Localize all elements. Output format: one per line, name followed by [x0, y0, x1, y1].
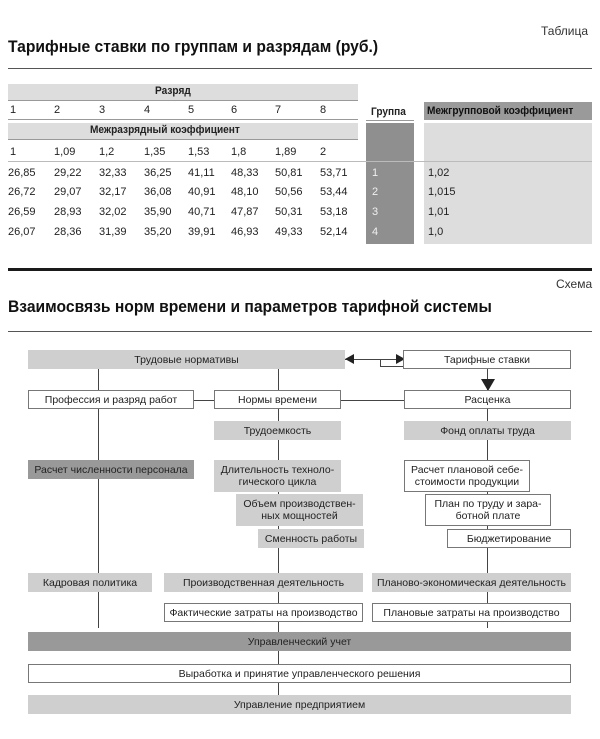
intergroup-cell: 1,01	[428, 206, 450, 218]
rate-cell: 28,93	[54, 206, 82, 218]
rate-cell: 50,81	[275, 167, 303, 179]
rate-cell: 26,85	[8, 167, 36, 179]
group-cell: 4	[372, 226, 379, 238]
rate-cell: 32,33	[99, 167, 127, 179]
rate-cell: 39,91	[188, 226, 216, 238]
coef-cell: 1	[10, 146, 17, 158]
rank-cell: 8	[320, 104, 327, 116]
hr-policy-box: Кадровая политика	[28, 573, 152, 592]
coef-cell: 2	[320, 146, 327, 158]
wage-fund-box: Фонд оплаты труда	[404, 421, 571, 440]
rate-cell: 35,20	[144, 226, 172, 238]
coef-cell: 1,2	[99, 146, 115, 158]
intergroup-cell: 1,015	[428, 186, 456, 198]
rate-cell: 52,14	[320, 226, 348, 238]
table-title: Тарифные ставки по группам и разрядам (руб.)	[8, 37, 379, 56]
management-box: Управление предприятием	[28, 695, 571, 714]
rank-cell: 7	[275, 104, 282, 116]
coef-cell: 1,35	[144, 146, 166, 158]
cost-calc-box: Расчет плановой себе- стоимости продукции	[404, 460, 530, 492]
labor-intensity-box: Трудоемкость	[214, 421, 341, 440]
rate-cell: 28,36	[54, 226, 82, 238]
tariff-rates-box: Тарифные ставки	[403, 350, 571, 369]
table-top-rule	[8, 68, 592, 69]
rate-cell: 53,18	[320, 206, 348, 218]
group-cell: 1	[372, 167, 379, 179]
scheme-caption: Схема	[556, 277, 593, 291]
planned-costs-box: Плановые затраты на производство	[372, 603, 571, 622]
rate-cell: 26,07	[8, 226, 36, 238]
time-norms-box: Нормы времени	[214, 390, 341, 409]
rank-cell: 1	[10, 104, 17, 116]
group-cell: 2	[372, 186, 379, 198]
rank-header: Разряд	[155, 85, 191, 97]
profession-box: Профессия и разряд работ	[28, 390, 194, 409]
connector-line	[341, 400, 404, 401]
rate-cell: 41,11	[188, 167, 215, 179]
group-header: Группа	[371, 106, 406, 118]
intergroup-cell: 1,02	[428, 167, 450, 179]
budgeting-box: Бюджетирование	[447, 529, 571, 548]
coef-cell: 1,8	[231, 146, 247, 158]
group-cell: 3	[372, 206, 379, 218]
rate-cell: 48,10	[231, 186, 259, 198]
rank-cell: 3	[99, 104, 106, 116]
rate-cell: 29,22	[54, 167, 82, 179]
row-divider	[8, 161, 592, 162]
group-header-line	[366, 120, 414, 121]
rate-cell: 26,59	[8, 206, 36, 218]
rate-cell: 31,39	[99, 226, 127, 238]
intergroup-cell: 1,0	[428, 226, 444, 238]
rank-row-line	[8, 119, 358, 120]
rank-cell: 2	[54, 104, 61, 116]
rate-cell: 46,93	[231, 226, 259, 238]
rank-cell: 6	[231, 104, 238, 116]
coef-cell: 1,89	[275, 146, 297, 158]
rate-cell: 36,08	[144, 186, 172, 198]
connector-line	[194, 400, 214, 401]
actual-costs-box: Фактические затраты на производство	[164, 603, 363, 622]
rank-cell: 4	[144, 104, 151, 116]
rate-cell: 50,31	[275, 206, 303, 218]
rate-cell: 49,33	[275, 226, 303, 238]
labor-norms-box: Трудовые нормативы	[28, 350, 345, 369]
rate-cell: 53,71	[320, 167, 348, 179]
rate-cell: 50,56	[275, 186, 303, 198]
coef-header: Межразрядный коэффициент	[90, 124, 240, 136]
rate-cell: 53,44	[320, 186, 348, 198]
capacity-box: Объем производствен- ных мощностей	[236, 494, 363, 526]
bidirectional-arrow-icon	[340, 352, 410, 366]
section-divider	[8, 268, 592, 271]
table-caption: Таблица	[541, 24, 589, 38]
production-box: Производственная деятельность	[164, 573, 363, 592]
rate-cell: 32,17	[99, 186, 127, 198]
intergroup-header: Межгрупповой коэффициент	[427, 105, 574, 117]
rate-cell: 29,07	[54, 186, 82, 198]
cycle-duration-box: Длительность техноло- гического цикла	[214, 460, 341, 492]
rate-cell: 47,87	[231, 206, 259, 218]
accounting-box: Управленческий учет	[28, 632, 571, 651]
rate-cell: 32,02	[99, 206, 127, 218]
coef-cell: 1,09	[54, 146, 76, 158]
decision-box: Выработка и принятие управленческого решения	[28, 664, 571, 683]
scheme-title: Взаимосвязь норм времени и параметров тарифной системы	[8, 297, 492, 316]
rate-cell: 35,90	[144, 206, 172, 218]
intergroup-column-band	[424, 123, 592, 244]
headcount-box: Расчет численности персонала	[28, 460, 194, 479]
rate-cell: 48,33	[231, 167, 259, 179]
planning-box: Планово-экономическая деятельность	[372, 573, 571, 592]
piece-rate-box: Расценка	[404, 390, 571, 409]
shift-box: Сменность работы	[258, 529, 364, 548]
rank-cell: 5	[188, 104, 195, 116]
rank-header-line	[8, 100, 358, 101]
rate-cell: 40,91	[188, 186, 216, 198]
coef-cell: 1,53	[188, 146, 210, 158]
rate-cell: 40,71	[188, 206, 216, 218]
rate-cell: 36,25	[144, 167, 172, 179]
rate-cell: 26,72	[8, 186, 36, 198]
scheme-top-rule	[8, 331, 592, 332]
coef-header-line	[8, 139, 358, 140]
labor-plan-box: План по труду и зара- ботной плате	[425, 494, 551, 526]
